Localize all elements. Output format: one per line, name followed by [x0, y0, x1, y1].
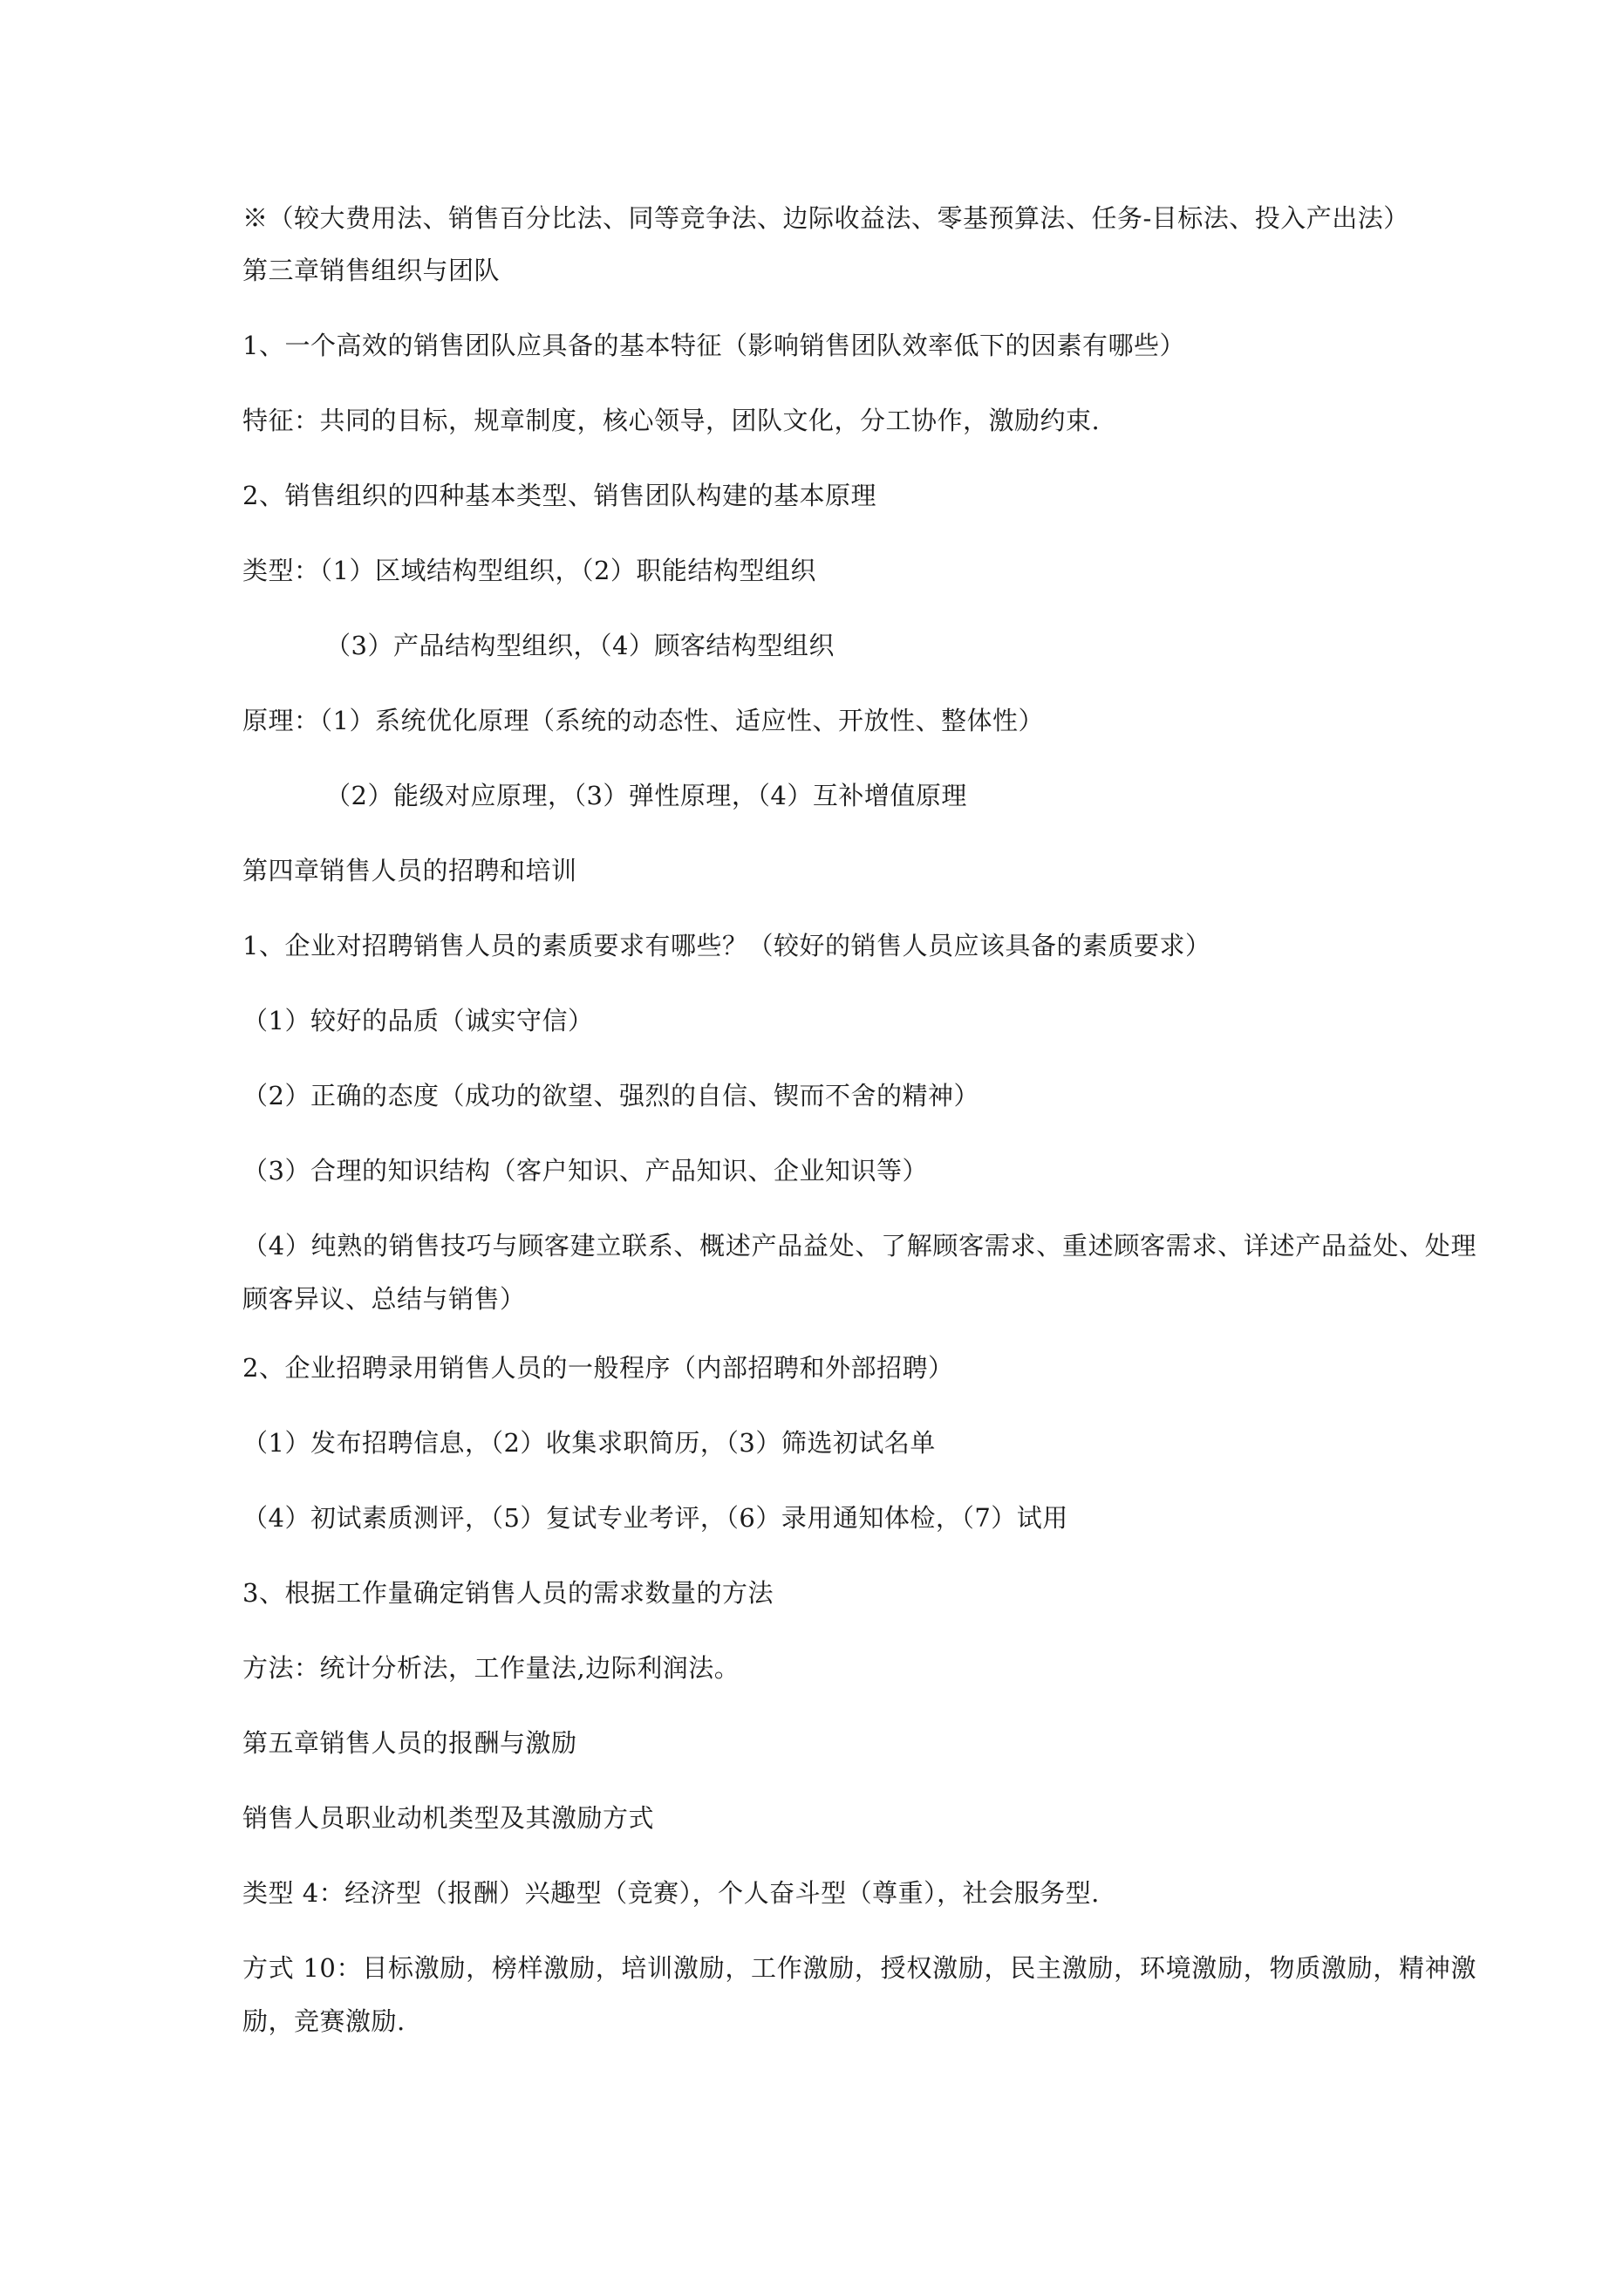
question-4-3: 3、根据工作量确定销售人员的需求数量的方法: [242, 1578, 774, 1608]
question-3-2: 2、销售组织的四种基本类型、销售团队构建的基本原理: [242, 481, 876, 510]
answer-procedure-2: （4）初试素质测评，（5）复试专业考评，（6）录用通知体检，（7）试用: [242, 1503, 1068, 1533]
chapter-5-heading: 第五章销售人员的报酬与激励: [242, 1728, 577, 1758]
answer-types-2: （3）产品结构型组织，（4）顾客结构型组织: [325, 631, 835, 660]
answer-features: 特征：共同的目标，规章制度，核心领导，团队文化，分工协作，激励约束.: [242, 406, 1101, 435]
answer-quality-3: （3）合理的知识结构（客户知识、产品知识、企业知识等）: [242, 1156, 928, 1186]
answer-quality-1: （1）较好的品质（诚实守信）: [242, 1006, 594, 1035]
methods-list-line: ※（较大费用法、销售百分比法、同等竞争法、边际收益法、零基预算法、任务-目标法、投入产出法）: [242, 203, 1409, 233]
answer-principles-2: （2）能级对应原理，（3）弹性原理，（4）互补增值原理: [325, 781, 967, 810]
answer-types-1: 类型：（1）区域结构型组织，（2）职能结构型组织: [242, 556, 816, 585]
answer-procedure-1: （1）发布招聘信息，（2）收集求职简历，（3）筛选初试名单: [242, 1428, 936, 1458]
answer-principles-1: 原理：（1）系统优化原理（系统的动态性、适应性、开放性、整体性）: [242, 706, 1044, 735]
question-3-1: 1、一个高效的销售团队应具备的基本特征（影响销售团队效率低下的因素有哪些）: [242, 331, 1185, 360]
question-5-1: 销售人员职业动机类型及其激励方式: [242, 1803, 655, 1833]
question-4-2: 2、企业招聘录用销售人员的一般程序（内部招聘和外部招聘）: [242, 1353, 954, 1383]
answer-incentive-methods: 方式 10：目标激励，榜样激励，培训激励，工作激励，授权激励，民主激励，环境激励，物质激励，精神激励，竞赛激励.: [242, 1953, 1476, 2036]
answer-quality-2: （2）正确的态度（成功的欲望、强烈的自信、锲而不舍的精神）: [242, 1081, 979, 1110]
chapter-4-heading: 第四章销售人员的招聘和培训: [242, 856, 577, 885]
question-4-1: 1、企业对招聘销售人员的素质要求有哪些？（较好的销售人员应该具备的素质要求）: [242, 931, 1211, 960]
answer-quality-4: （4）纯熟的销售技巧与顾客建立联系、概述产品益处、了解顾客需求、重述顾客需求、详述产品益处、处理顾客异议、总结与销售）: [242, 1231, 1476, 1314]
chapter-3-heading: 第三章销售组织与团队: [242, 256, 501, 285]
answer-motive-types: 类型 4：经济型（报酬）兴趣型（竞赛），个人奋斗型（尊重），社会服务型.: [242, 1878, 1100, 1908]
answer-methods: 方法：统计分析法，工作量法,边际利润法。: [242, 1653, 740, 1683]
